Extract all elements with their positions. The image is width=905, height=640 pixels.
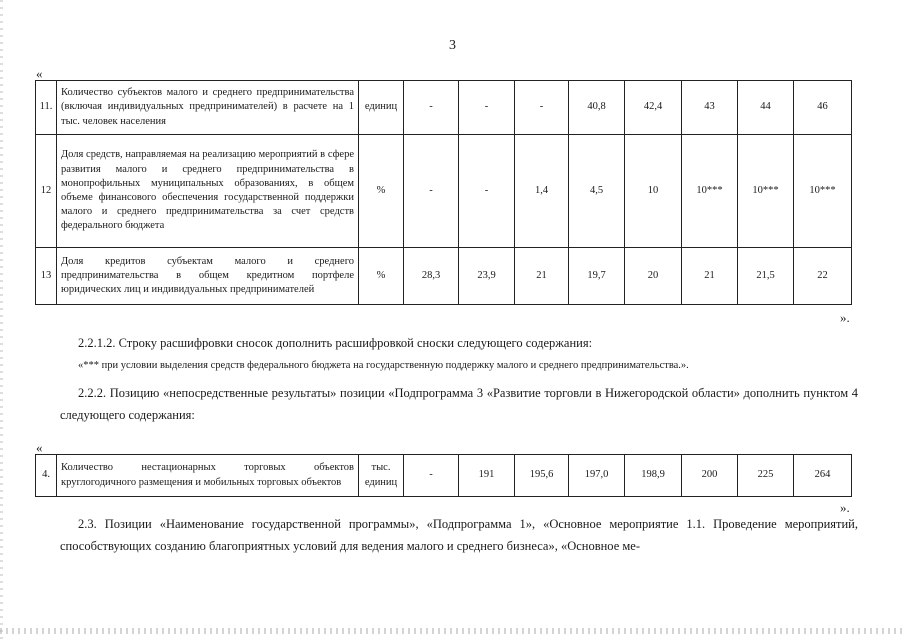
value-cell: 21 [515, 248, 569, 305]
value-cell: 4,5 [569, 135, 625, 248]
unit-cell: тыс. единиц [359, 455, 404, 497]
value-cell: 22 [794, 248, 852, 305]
value-cell: 20 [625, 248, 682, 305]
value-cell: - [515, 81, 569, 135]
paragraph-2-3: 2.3. Позиции «Наименование государственной программы», «Подпрограмма 1», «Основное мероприятие 1.1. Проведение мероприятий, способствующих созданию благоприятных условий для ведения малого и среднего бизнеса», «Основное ме- [60, 517, 858, 553]
quote-close-2: ». [840, 500, 850, 515]
paragraph-2-2-1-2: 2.2.1.2. Строку расшифровки сносок дополнить расшифровкой сноски следующего содержания: [78, 336, 593, 350]
value-cell: 195,6 [515, 455, 569, 497]
value-cell: - [404, 455, 459, 497]
row-number: 13 [36, 248, 57, 305]
value-cell: 43 [682, 81, 738, 135]
value-cell: 10*** [682, 135, 738, 248]
value-cell: 40,8 [569, 81, 625, 135]
table-row [36, 81, 852, 135]
value-cell: 46 [794, 81, 852, 135]
value-cell: 198,9 [625, 455, 682, 497]
value-cell: 23,9 [459, 248, 515, 305]
table-row [36, 135, 852, 248]
quote-open-1: « [36, 66, 43, 81]
value-cell: 225 [738, 455, 794, 497]
value-cell: 28,3 [404, 248, 459, 305]
value-cell: - [404, 135, 459, 248]
indicator-name: Количество нестационарных торговых объектов круглогодичного размещения и мобильных торговых объектов [57, 455, 359, 497]
value-cell: 21,5 [738, 248, 794, 305]
quote-open-2: « [36, 440, 43, 455]
value-cell: - [404, 81, 459, 135]
indicator-name: Доля кредитов субъектам малого и среднего предпринимательства в общем кредитном портфеле юридических лиц и индивидуальных предпринимателей [57, 248, 359, 305]
value-cell: 21 [682, 248, 738, 305]
indicator-name: Доля средств, направляемая на реализацию мероприятий в сфере развития малого и среднего предпринимательства в монопрофильных муниципальных образованиях, в общем объеме финансового обеспечения государственной поддержки малого и среднего предпринимательства за счет средств федерального бюджета [57, 135, 359, 248]
indicators-table-1 [35, 80, 852, 305]
page-number: 3 [449, 38, 456, 53]
quote-close-1: ». [840, 310, 850, 325]
row-number: 12 [36, 135, 57, 248]
value-cell: 10 [625, 135, 682, 248]
value-cell: 200 [682, 455, 738, 497]
scan-bottom-edge [0, 628, 905, 634]
unit-cell: % [359, 248, 404, 305]
value-cell: 42,4 [625, 81, 682, 135]
unit-cell: единиц [359, 81, 404, 135]
value-cell: 44 [738, 81, 794, 135]
value-cell: 10*** [738, 135, 794, 248]
footnote-text: «*** при условии выделения средств федерального бюджета на государственную поддержку малого и среднего предпринимательства.». [78, 360, 689, 371]
indicators-table-2 [35, 454, 852, 497]
paragraph-2-2-2: 2.2.2. Позицию «непосредственные результаты» позиции «Подпрограмма 3 «Развитие торговли в Нижегородской области» дополнить пунктом 4 следующего содержания: [60, 386, 858, 422]
row-number: 4. [36, 455, 57, 497]
value-cell: - [459, 135, 515, 248]
value-cell: 1,4 [515, 135, 569, 248]
indicator-name: Количество субъектов малого и среднего предпринимательства (включая индивидуальных предпринимателей) в расчете на 1 тыс. человек населения [57, 81, 359, 135]
value-cell: 19,7 [569, 248, 625, 305]
table-row [36, 455, 852, 497]
unit-cell: % [359, 135, 404, 248]
scan-edge [0, 0, 3, 640]
row-number: 11. [36, 81, 57, 135]
value-cell: 197,0 [569, 455, 625, 497]
value-cell: 191 [459, 455, 515, 497]
value-cell: 10*** [794, 135, 852, 248]
table-row [36, 248, 852, 305]
value-cell: 264 [794, 455, 852, 497]
value-cell: - [459, 81, 515, 135]
